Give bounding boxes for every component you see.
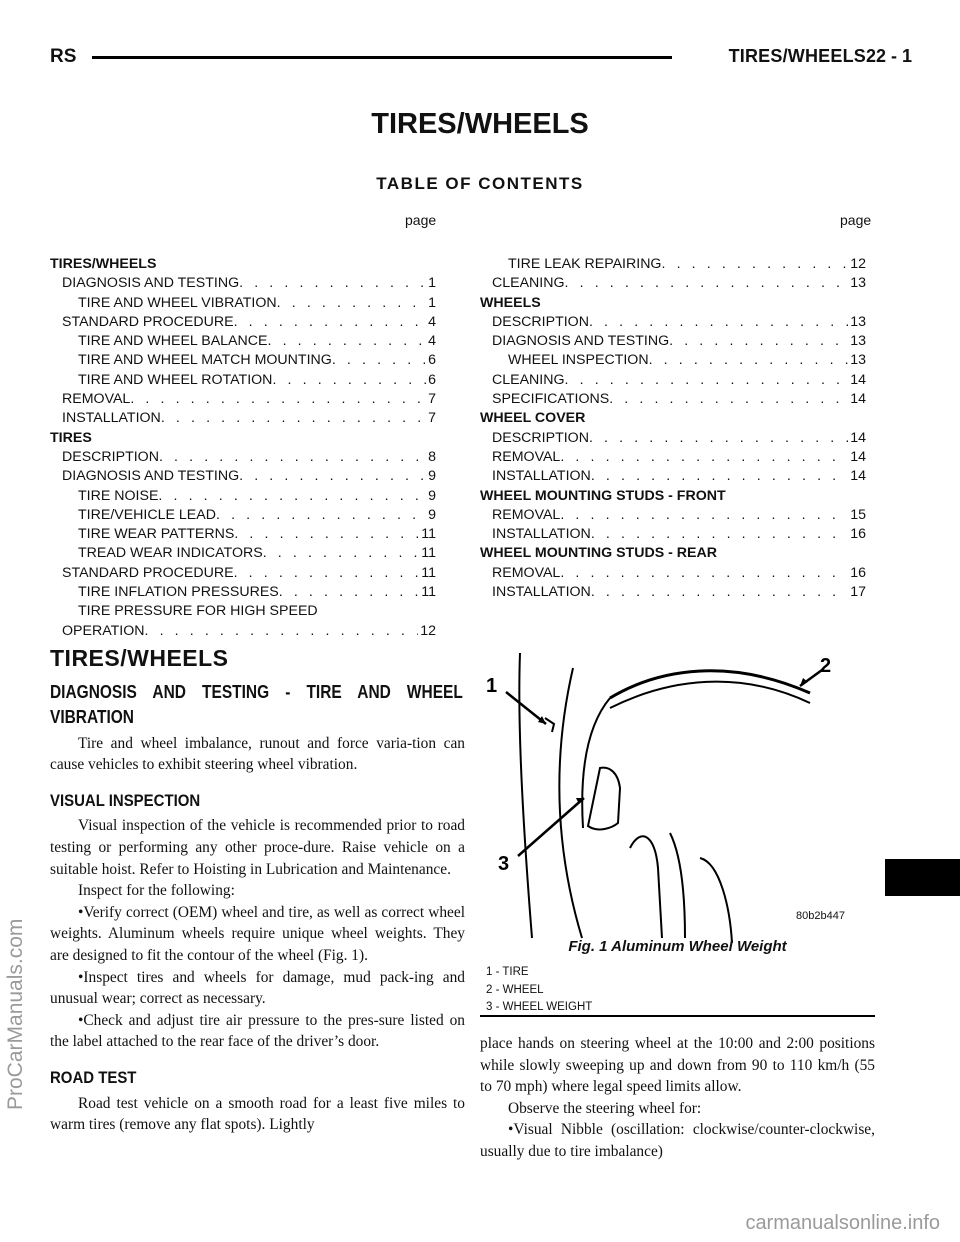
toc-entry-title: INSTALLATION	[492, 584, 591, 601]
toc-entry[interactable]	[480, 409, 866, 428]
toc-entry-title: TIRE NOISE	[78, 487, 159, 504]
toc-leader-dots	[161, 409, 426, 428]
toc-entry-title: TREAD WEAR INDICATORS	[78, 545, 263, 562]
toc-entry-title: TIRE INFLATION PRESSURES	[78, 584, 279, 601]
toc-entry-title: TIRES	[50, 429, 92, 446]
toc-entry-title: REMOVAL	[492, 448, 561, 465]
toc-entry-page: 11	[421, 526, 436, 543]
toc-entry-title: TIRE PRESSURE FOR HIGH SPEED	[78, 603, 318, 620]
toc-entry-page: 11	[421, 545, 436, 562]
callout-2: 2	[820, 655, 832, 677]
toc-leader-dots	[661, 255, 848, 274]
toc-leader-dots	[216, 506, 426, 525]
toc-entry[interactable]	[480, 313, 866, 332]
toc-entry[interactable]	[50, 622, 436, 641]
toc-entry[interactable]	[480, 467, 866, 486]
legend-item: 2 - WHEEL	[486, 983, 544, 996]
toc-entry[interactable]	[50, 332, 436, 351]
toc-entry-title: WHEEL MOUNTING STUDS - FRONT	[480, 487, 726, 504]
toc-entry[interactable]	[480, 448, 866, 467]
toc-entry[interactable]	[50, 371, 436, 390]
toc-entry[interactable]	[50, 429, 436, 448]
inspect-paragraph: Inspect for the following:	[78, 882, 235, 900]
toc-entry[interactable]	[50, 583, 436, 602]
toc-entry-page: 14	[850, 371, 866, 388]
toc-entry-page: 13	[850, 352, 866, 369]
toc-entry-title: REMOVAL	[62, 391, 131, 408]
bullet-text: Inspect tires and wheels for damage, mud pack-ing and unusual wear; correct as necessary.	[50, 968, 465, 1008]
toc-entry[interactable]	[480, 564, 866, 583]
road-test-paragraph: Road test vehicle on a smooth road for a least five miles to warm tires (remove any flat spots). Lightly	[50, 1094, 465, 1134]
toc-entry-page: 1	[428, 275, 436, 292]
bullet-text: Verify correct (OEM) wheel and tire, as well as correct wheel weights. Aluminum wheels require unique wheel weights. They are designed to fit the contour of the wheel (Fig. 1).	[50, 903, 465, 964]
toc-entry[interactable]	[50, 313, 436, 332]
toc-entry-page: 9	[428, 506, 436, 523]
toc-entry[interactable]	[50, 525, 436, 544]
toc-entry-title: WHEELS	[480, 294, 541, 311]
toc-entry-page: 9	[428, 487, 436, 504]
toc-entry-title: DIAGNOSIS AND TESTING	[492, 333, 670, 350]
toc-leader-dots	[332, 351, 426, 370]
toc-entry[interactable]	[50, 390, 436, 409]
toc-entry-title: DESCRIPTION	[492, 313, 589, 330]
toc-entry[interactable]	[480, 332, 866, 351]
section-tab-marker	[885, 859, 960, 896]
bullet-icon: •	[508, 1121, 514, 1139]
subsection-heading: DIAGNOSIS AND TESTING - TIRE AND WHEEL VIBRATION	[50, 681, 463, 727]
toc-entry[interactable]	[480, 294, 866, 313]
toc-leader-dots	[565, 274, 849, 293]
header-section-title: TIRES/WHEELS	[728, 46, 866, 66]
toc-leader-dots	[591, 583, 848, 602]
toc-entry-page: 14	[850, 468, 866, 485]
callout-3: 3	[498, 853, 510, 875]
footer-watermark: carmanualsonline.info	[745, 1212, 940, 1234]
toc-entry-title: TIRE/VEHICLE LEAD	[78, 506, 216, 523]
toc-entry-title: OPERATION	[62, 622, 145, 639]
bullet-text: Visual Nibble (oscillation: clockwise/counter-clockwise, usually due to tire imbalance)	[480, 1121, 875, 1160]
toc-entry-page: 12	[850, 256, 866, 272]
toc-entry-title: INSTALLATION	[492, 468, 591, 485]
toc-leader-dots	[649, 351, 849, 370]
bullet-item	[480, 1119, 875, 1162]
toc-entry[interactable]	[50, 564, 436, 583]
toc-entry[interactable]	[480, 255, 866, 274]
toc-page-label-left: page	[405, 212, 437, 228]
toc-leader-dots	[272, 371, 426, 390]
toc-entry-title: REMOVAL	[492, 564, 561, 581]
toc-entry-page: 6	[428, 352, 436, 369]
toc-entry-title: DESCRIPTION	[62, 448, 159, 465]
right-paragraph: place hands on steering wheel at the 10:00 and 2:00 positions while slowly sweeping up and down from 90 to 110 km/h (55 to 70 mph) where legal speed limits allow.	[480, 1035, 875, 1096]
toc-leader-dots	[159, 448, 426, 467]
header-page-number: 22 - 1	[865, 46, 912, 66]
bullet-text: Check and adjust tire air pressure to the pres-sure listed on the label attached to the rear face of the driver’s door.	[50, 1011, 465, 1051]
toc-entry[interactable]	[50, 544, 436, 563]
road-test-heading: ROAD TEST	[50, 1067, 137, 1087]
toc-entry[interactable]	[50, 294, 436, 313]
toc-entry-page: 8	[428, 448, 436, 465]
callout-1: 1	[486, 675, 498, 697]
bullet-icon: •	[78, 1011, 84, 1029]
toc-leader-dots	[267, 332, 426, 351]
toc-entry-page: 9	[428, 468, 436, 485]
toc-entry[interactable]	[480, 429, 866, 448]
toc-entry-title: TIRE LEAK REPAIRING	[508, 256, 662, 272]
toc-entry-page: 7	[428, 391, 436, 408]
toc-leader-dots	[589, 429, 848, 448]
bullet-icon: •	[78, 903, 84, 921]
toc-entry-page: 6	[428, 371, 436, 388]
toc-entry-title: DIAGNOSIS AND TESTING	[62, 468, 240, 485]
toc-entry-page: 16	[850, 526, 866, 543]
toc-entry-title: CLEANING	[492, 371, 565, 388]
toc-leader-dots	[263, 544, 420, 563]
toc-entry[interactable]	[50, 274, 436, 293]
toc-leader-dots	[589, 313, 848, 332]
toc-entry[interactable]	[480, 583, 866, 602]
toc-entry[interactable]	[480, 544, 866, 563]
toc-entry-title: TIRE AND WHEEL VIBRATION	[78, 294, 277, 311]
toc-left-column	[50, 255, 436, 641]
toc-entry-page: 14	[850, 429, 866, 446]
toc-entry-title: TIRE AND WHEEL BALANCE	[78, 333, 268, 350]
header-rule	[92, 56, 672, 59]
toc-leader-dots	[560, 564, 848, 583]
page-title: TIRES/WHEELS	[371, 108, 589, 140]
toc-entry-page: 16	[850, 564, 866, 581]
toc-leader-dots	[239, 467, 426, 486]
figure-bottom-rule	[480, 1015, 875, 1017]
toc-entry[interactable]	[50, 487, 436, 506]
section-heading: TIRES/WHEELS	[50, 645, 229, 671]
toc-leader-dots	[591, 467, 848, 486]
toc-leader-dots	[560, 448, 848, 467]
bullet-item	[50, 902, 465, 967]
toc-entry-page: 4	[428, 333, 436, 350]
toc-leader-dots	[234, 525, 419, 544]
toc-entry[interactable]	[480, 351, 866, 370]
toc-entry-page: 14	[850, 448, 866, 465]
toc-entry[interactable]	[50, 448, 436, 467]
toc-entry[interactable]	[50, 351, 436, 370]
toc-entry-title: INSTALLATION	[62, 410, 161, 427]
toc-leader-dots	[239, 274, 426, 293]
toc-entry-page: 14	[850, 391, 866, 408]
legend-item: 3 - WHEEL WEIGHT	[486, 1001, 593, 1013]
toc-right-column	[480, 255, 866, 602]
toc-entry-title: SPECIFICATIONS	[492, 391, 610, 408]
figure-caption: Fig. 1 Aluminum Wheel Weight	[568, 938, 787, 955]
toc-entry-page: 13	[850, 313, 866, 330]
intro-paragraph: Tire and wheel imbalance, runout and force varia-tion can cause vehicles to exhibit steering wheel vibration.	[50, 734, 465, 774]
toc-entry-title: TIRE AND WHEEL MATCH MOUNTING	[78, 352, 332, 369]
toc-entry[interactable]	[480, 506, 866, 525]
toc-leader-dots	[591, 525, 848, 544]
toc-leader-dots	[158, 487, 426, 506]
toc-entry-page: 4	[428, 313, 436, 330]
toc-entry[interactable]	[480, 487, 866, 506]
toc-leader-dots	[234, 564, 420, 583]
visual-inspection-paragraph: Visual inspection of the vehicle is recommended prior to road testing or performing any other proce-dure. Raise vehicle on a suitable hoist. Refer to Hoisting in Lubrication and Maintenance.	[50, 817, 465, 878]
bullet-item	[50, 1010, 465, 1053]
observe-paragraph: Observe the steering wheel for:	[508, 1099, 702, 1117]
toc-entry[interactable]	[50, 409, 436, 428]
toc-entry[interactable]	[480, 274, 866, 293]
toc-leader-dots	[277, 294, 426, 313]
body-left-column	[50, 645, 465, 1136]
toc-entry-page: 11	[421, 564, 436, 581]
header-section-code: RS	[50, 46, 77, 67]
watermark: ProCarManuals.com	[4, 918, 27, 1110]
bullet-icon: •	[78, 968, 84, 986]
toc-leader-dots	[560, 506, 848, 525]
toc-entry-page: 12	[420, 622, 436, 639]
toc-leader-dots	[234, 313, 427, 332]
toc-entry[interactable]	[50, 467, 436, 486]
visual-inspection-heading: VISUAL INSPECTION	[50, 790, 201, 810]
toc-entry-title: TIRE AND WHEEL ROTATION	[78, 371, 273, 388]
toc-entry[interactable]	[50, 255, 436, 274]
legend-item: 1 - TIRE	[486, 966, 529, 978]
toc-entry-title: TIRE WEAR PATTERNS	[78, 526, 235, 543]
wheel-weight-illustration	[480, 648, 875, 948]
toc-entry-title: DESCRIPTION	[492, 429, 589, 446]
toc-entry-page: 7	[428, 410, 436, 427]
body-right-column	[480, 1033, 875, 1163]
toc-entry-page: 1	[428, 294, 436, 311]
toc-entry-title: INSTALLATION	[492, 526, 591, 543]
toc-entry[interactable]	[480, 525, 866, 544]
toc-entry[interactable]	[50, 506, 436, 525]
figure-legend	[486, 964, 592, 1017]
toc-entry-title: TIRES/WHEELS	[50, 256, 157, 272]
toc-entry-page: 15	[850, 506, 866, 523]
toc-entry-title: DIAGNOSIS AND TESTING	[62, 275, 240, 292]
figure-code: 80b2b447	[796, 910, 845, 922]
toc-entry-title: CLEANING	[492, 275, 565, 292]
toc-entry-title: WHEEL MOUNTING STUDS - REAR	[480, 545, 717, 562]
toc-entry-title: WHEEL INSPECTION	[508, 352, 649, 369]
toc-entry-page: 13	[850, 275, 866, 292]
toc-page-label-right: page	[840, 212, 872, 228]
toc-entry-title: STANDARD PROCEDURE	[62, 313, 234, 330]
toc-entry[interactable]	[480, 371, 866, 390]
toc-entry-page: 17	[850, 584, 866, 601]
toc-entry-page: 11	[421, 584, 436, 601]
toc-entry-title: REMOVAL	[492, 506, 561, 523]
toc-entry[interactable]	[480, 390, 866, 409]
toc-leader-dots	[565, 371, 849, 390]
toc-leader-dots	[145, 622, 419, 641]
toc-leader-dots	[130, 390, 426, 409]
toc-leader-dots	[609, 390, 848, 409]
bullet-item	[50, 967, 465, 1010]
toc-entry-title: STANDARD PROCEDURE	[62, 564, 234, 581]
toc-entry[interactable]	[50, 602, 436, 621]
figure	[480, 648, 875, 1020]
toc-entry-page: 13	[850, 333, 866, 350]
toc-leader-dots	[669, 332, 848, 351]
toc-entry-title: WHEEL COVER	[480, 410, 586, 427]
toc-leader-dots	[279, 583, 420, 602]
toc-title: TABLE OF CONTENTS	[376, 174, 584, 193]
